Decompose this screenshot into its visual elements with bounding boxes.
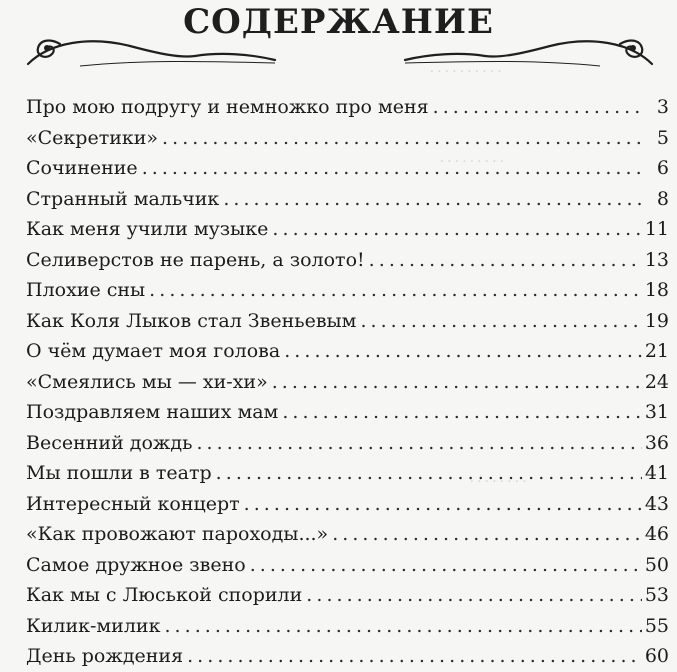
toc-entry-title: Поздравляем наших мам xyxy=(26,397,282,428)
toc-entry-page: 8 xyxy=(656,187,669,210)
dot-leader xyxy=(250,550,642,581)
toc-entry-title: Плохие сны xyxy=(26,275,149,306)
toc-entry[interactable] xyxy=(26,336,669,367)
table-of-contents xyxy=(26,92,669,672)
dot-leader xyxy=(196,428,641,459)
toc-entry-page: 53 xyxy=(644,584,669,606)
dot-leader xyxy=(149,275,642,306)
toc-entry-page: 21 xyxy=(644,340,669,362)
show-through-text: . . . . . . . . . xyxy=(440,150,504,166)
toc-entry[interactable] xyxy=(26,367,669,398)
toc-entry-title: «Смеялись мы — хи-хи» xyxy=(26,367,272,398)
toc-entry-page: 13 xyxy=(644,248,669,271)
dot-leader xyxy=(360,306,641,337)
dot-leader xyxy=(187,641,642,672)
toc-entry-page: 11 xyxy=(644,218,669,240)
dot-leader xyxy=(162,123,644,154)
toc-entry[interactable] xyxy=(26,123,669,154)
toc-entry-page: 43 xyxy=(644,492,669,515)
toc-entry-title: Сочинение xyxy=(26,153,142,184)
toc-entry[interactable] xyxy=(26,641,669,672)
toc-entry-page: 50 xyxy=(644,553,669,576)
toc-entry-title: День рождения xyxy=(26,641,187,672)
toc-entry-title: Как Коля Лыков стал Звеньевым xyxy=(26,306,360,337)
toc-entry[interactable] xyxy=(26,458,669,489)
toc-entry-page: 46 xyxy=(644,523,669,545)
dot-leader xyxy=(433,92,644,123)
dot-leader xyxy=(244,489,642,520)
toc-entry[interactable] xyxy=(26,489,669,520)
contents-header xyxy=(0,0,677,80)
toc-entry-page: 60 xyxy=(644,645,669,667)
toc-entry[interactable] xyxy=(26,245,669,276)
toc-entry-title: Весенний дождь xyxy=(26,428,196,459)
toc-entry-title: Мы пошли в театр xyxy=(26,458,216,489)
dot-leader xyxy=(216,458,642,489)
dot-leader xyxy=(284,336,642,367)
dot-leader xyxy=(332,519,642,550)
toc-entry[interactable] xyxy=(26,550,669,581)
toc-entry-page: 6 xyxy=(656,157,669,179)
toc-entry[interactable] xyxy=(26,580,669,611)
page-title: СОДЕРЖАНИЕ xyxy=(183,2,494,42)
toc-entry-page: 19 xyxy=(644,309,669,332)
toc-entry-title: Интересный концерт xyxy=(26,489,244,520)
toc-entry-title: Самое дружное звено xyxy=(26,550,250,581)
toc-entry[interactable] xyxy=(26,184,669,215)
toc-entry[interactable] xyxy=(26,519,669,550)
toc-entry[interactable] xyxy=(26,397,669,428)
show-through-text: . . . . . . . . xyxy=(470,470,527,486)
show-through-text: . . . . . . . . . . xyxy=(430,60,502,76)
toc-entry-page: 41 xyxy=(644,462,669,484)
toc-entry-title: Как меня учили музыке xyxy=(26,214,272,245)
toc-entry[interactable] xyxy=(26,306,669,337)
toc-entry-title: «Секретики» xyxy=(26,123,162,154)
toc-entry[interactable] xyxy=(26,214,669,245)
dot-leader xyxy=(306,580,642,611)
toc-entry[interactable] xyxy=(26,428,669,459)
toc-entry-title: О чём думает моя голова xyxy=(26,336,284,367)
toc-entry-page: 36 xyxy=(644,431,669,454)
toc-entry-title: Как мы с Люськой спорили xyxy=(26,580,306,611)
dot-leader xyxy=(142,153,644,184)
toc-entry-page: 31 xyxy=(644,401,669,423)
toc-entry-title: Странный мальчик xyxy=(26,184,223,215)
dot-leader xyxy=(282,397,641,428)
toc-entry[interactable] xyxy=(26,611,669,642)
toc-entry[interactable] xyxy=(26,153,669,184)
toc-entry-page: 5 xyxy=(656,126,669,149)
toc-entry-title: Килик-милик xyxy=(26,611,164,642)
dot-leader xyxy=(223,184,644,215)
dot-leader xyxy=(272,214,641,245)
toc-entry-page: 55 xyxy=(644,614,669,637)
toc-entry-page: 3 xyxy=(656,96,669,118)
toc-entry[interactable] xyxy=(26,275,669,306)
toc-entry-title: «Как провожают пароходы...» xyxy=(26,519,332,550)
toc-entry-title: Селиверстов не парень, а золото! xyxy=(26,245,369,276)
dot-leader xyxy=(164,611,641,642)
dot-leader xyxy=(369,245,642,276)
dot-leader xyxy=(272,367,642,398)
toc-entry-page: 24 xyxy=(644,370,669,393)
toc-entry-title: Про мою подругу и немножко про меня xyxy=(26,92,433,123)
toc-entry-page: 18 xyxy=(644,279,669,301)
toc-entry[interactable] xyxy=(26,92,669,123)
